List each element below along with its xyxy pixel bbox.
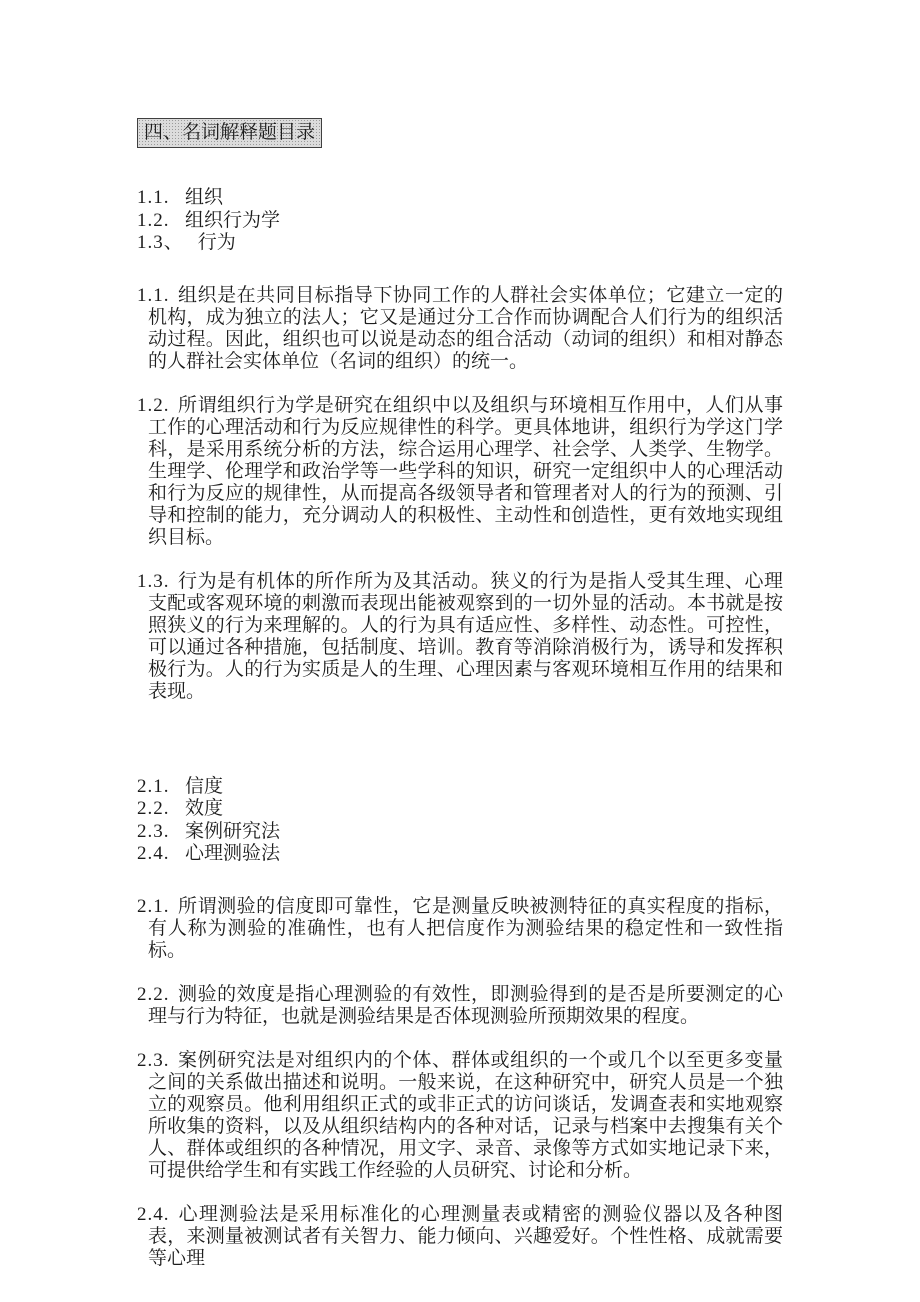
definition-number: 2.2. — [137, 983, 170, 1005]
toc-item-number: 1.2. — [137, 209, 170, 231]
toc-item-label: 行为 — [197, 232, 236, 253]
toc-item — [137, 232, 783, 255]
definition-text: 所谓测验的信度即可靠性，它是测量反映被测特征的真实程度的指标，有人称为测验的准确性，也有人把信度作为测验结果的稳定性和一致性指标。 — [148, 895, 783, 961]
toc-item-label: 案例研究法 — [185, 820, 281, 842]
toc-item-label: 心理测验法 — [185, 843, 281, 864]
definition-text: 心理测验法是采用标准化的心理测量表或精密的测验仪器以及各种图表，来测量被测试者有关智力、能力倾向、兴趣爱好。个性性格、成就需要等心理 — [148, 1203, 783, 1269]
toc-item-number: 2.1. — [137, 775, 170, 797]
toc-item-number: 2.3. — [137, 820, 170, 842]
toc-item-label: 信度 — [185, 775, 224, 797]
definition-text: 测验的效度是指心理测验的有效性，即测验得到的是否是所要测定的心理与行为特征，也就是测验结果是否体现测验所预期效果的程度。 — [148, 983, 783, 1027]
toc-item-label: 组织行为学 — [185, 209, 281, 231]
toc-item — [137, 187, 783, 210]
toc-item-number: 1.1. — [137, 187, 170, 208]
definition-text: 案例研究法是对组织内的个体、群体或组织的一个或几个以至更多变量之间的关系做出描述和说明。一般来说，在这种研究中，研究人员是一个独立的观察员。他利用组织正式的或非正式的访问谈话，发调查表和实地观察所收集的资料，以及从组织结构内的各种对话，记录与档案中去搜集有关个人、群体或组织的各种情况，用文字、录音、录像等方式如实地记录下来，可提供给学生和有实践工作经验的人员研究、讨论和分析。 — [148, 1049, 783, 1181]
definitions-section-2 — [137, 896, 783, 1270]
toc-item-number: 2.2. — [137, 798, 170, 819]
toc-item-number: 1.3、 — [137, 232, 184, 253]
definition-paragraph — [137, 984, 783, 1028]
toc-item — [137, 776, 783, 799]
definition-text: 组织是在共同目标指导下协同工作的人群社会实体单位；它建立一定的机构，成为独立的法人；它又是通过分工合作而协调配合人们行为的组织活动过程。因此，组织也可以说是动态的组合活动（动词的组织）和相对静态的人群社会实体单位（名词的组织）的统一。 — [148, 284, 783, 372]
toc-list-1 — [137, 187, 783, 255]
toc-list-2 — [137, 776, 783, 866]
definition-number: 2.4. — [137, 1203, 170, 1225]
definition-number: 2.1. — [137, 895, 170, 917]
definition-text: 行为是有机体的所作所为及其活动。狭义的行为是指人受其生理、心理支配或客观环境的刺激而表现出能被观察到的一切外显的活动。本书就是按照狭义的行为来理解的。人的行为具有适应性、多样性、动态性。可控性，可以通过各种措施，包括制度、培训。教育等消除消极行为，诱导和发挥积极行为。人的行为实质是人的生理、心理因素与客观环境相互作用的结果和表现。 — [148, 570, 783, 702]
definition-paragraph — [137, 285, 783, 373]
toc-item — [137, 210, 783, 233]
toc-item — [137, 798, 783, 821]
definition-text: 所谓组织行为学是研究在组织中以及组织与环境相互作用中，人们从事工作的心理活动和行为反应规律性的科学。更具体地讲，组织行为学这门学科，是采用系统分析的方法，综合运用心理学、社会学、人类学、生物学。生理学、伦理学和政治学等一些学科的知识，研究一定组织中人的心理活动和行为反应的规律性，从而提高各级领导者和管理者对人的行为的预测、引导和控制的能力，充分调动人的积极性、主动性和创造性，更有效地实现组织目标。 — [148, 394, 783, 548]
section-title-box — [137, 118, 322, 148]
toc-item-label: 效度 — [185, 798, 224, 819]
definition-paragraph — [137, 896, 783, 962]
definition-paragraph — [137, 571, 783, 703]
toc-item-label: 组织 — [185, 187, 224, 208]
section-title: 四、名词解释题目录 — [144, 122, 316, 143]
toc-item-number: 2.4. — [137, 843, 170, 864]
toc-item — [137, 843, 783, 866]
definition-paragraph — [137, 1050, 783, 1182]
definitions-section-1 — [137, 285, 783, 703]
definition-number: 2.3. — [137, 1049, 170, 1071]
toc-item — [137, 821, 783, 844]
definition-number: 1.2. — [137, 394, 170, 416]
definition-number: 1.1. — [137, 284, 170, 306]
definition-paragraph — [137, 395, 783, 549]
definition-number: 1.3. — [137, 570, 170, 592]
definition-paragraph — [137, 1204, 783, 1270]
